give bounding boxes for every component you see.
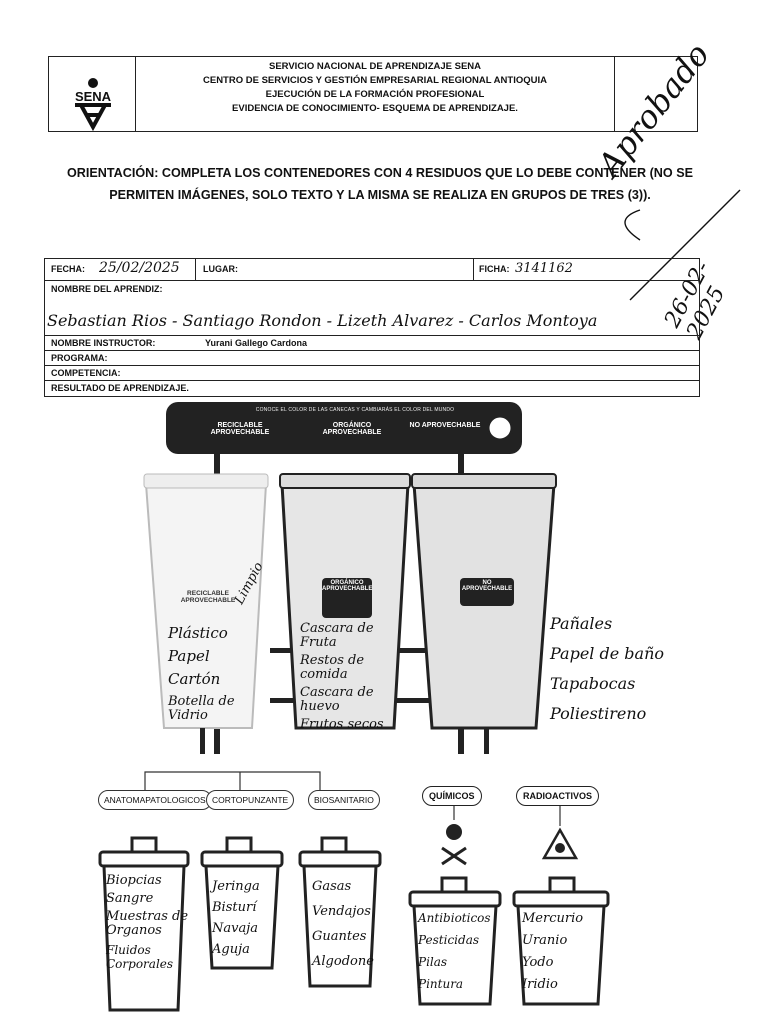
bin-label-organico: ORGÁNICO APROVECHABLE: [322, 580, 373, 592]
bin-label-no-aprovechable: NO APROVECHABLE: [461, 580, 513, 592]
header-line-4: EVIDENCIA DE CONOCIMIENTO- ESQUEMA DE APRENDIZAJE.: [232, 103, 518, 114]
list-item: Uranio: [522, 933, 568, 948]
list-item: Poliestireno: [550, 704, 647, 723]
list-item: Iridio: [522, 977, 558, 992]
header-lines: [135, 60, 615, 116]
instructor-label: NOMBRE INSTRUCTOR:: [51, 338, 156, 348]
reciclable-note: Limpio: [232, 559, 267, 608]
instructor-value: Yurani Gallego Cardona: [205, 338, 308, 348]
resultado-label: RESULTADO DE APRENDIZAJE.: [51, 383, 189, 393]
list-item: Pesticidas: [418, 933, 480, 947]
sena-logo-text: SENA: [74, 89, 112, 104]
form-row-resultado: [45, 381, 699, 396]
sign-top-text: CONOCE EL COLOR DE LAS CANECAS Y CAMBIARÁS EL COLOR DEL MUNDO: [255, 407, 455, 413]
ficha-label: FICHA:: [479, 264, 510, 274]
approval-date: 26-02-2025: [660, 257, 731, 344]
list-item: Cascara de huevo: [300, 685, 374, 714]
sign-label-organico: ORGÁNICO APROVECHABLE: [322, 422, 382, 436]
programa-label: PROGRAMA:: [51, 353, 108, 363]
list-item: Gasas: [312, 879, 352, 894]
list-item: Mercurio: [522, 911, 584, 926]
skull-icon: [442, 824, 466, 864]
list-item: Papel de baño: [550, 644, 665, 663]
list-item: Vendajos: [312, 904, 371, 919]
list-item: Sangre: [106, 891, 154, 906]
list-item: Pintura: [418, 977, 464, 991]
radioactive-icon: [544, 830, 576, 858]
list-item: Guantes: [312, 929, 367, 944]
list-item: Algodone: [312, 954, 374, 969]
form-row-programa: [45, 351, 699, 366]
list-radio: [522, 912, 583, 991]
list-item: Bisturí: [212, 900, 257, 915]
form-row-instructor: [45, 336, 699, 351]
list-item: Biopcias: [106, 873, 162, 888]
list-no-aprovechable: [550, 616, 664, 722]
bin-label-reciclable: RECICLABLE APROVECHABLE: [180, 590, 236, 604]
list-corto: [212, 880, 260, 956]
nombre-aprendiz-label: NOMBRE DEL APRENDIZ:: [51, 284, 163, 294]
category-radioactivos: RADIOACTIVOS: [516, 786, 599, 806]
category-quimicos: QUÍMICOS: [422, 786, 482, 806]
list-item: Jeringa: [212, 879, 260, 894]
list-item: Plástico: [168, 624, 228, 642]
document-header: [48, 56, 698, 132]
fecha-label: FECHA:: [51, 264, 85, 274]
list-item: Fluidos Corporales: [106, 943, 174, 971]
competencia-label: COMPETENCIA:: [51, 368, 121, 378]
list-organico: [300, 622, 400, 732]
list-item: Yodo: [522, 955, 554, 970]
fecha-value: 25/02/2025: [99, 260, 180, 276]
category-anatomapatologicos: ANATOMAPATOLOGICOS: [98, 790, 212, 810]
list-item: Pilas: [418, 955, 448, 969]
sign-label-reciclable: RECICLABLE APROVECHABLE: [210, 422, 270, 436]
student-form: [44, 258, 700, 397]
list-item: Aguja: [212, 942, 250, 957]
list-item: Antibioticos: [418, 911, 491, 925]
list-anatomo: [106, 874, 190, 971]
header-line-3: EJECUCIÓN DE LA FORMACIÓN PROFESIONAL: [265, 89, 485, 100]
form-row-date: [45, 259, 699, 281]
header-line-1: SERVICIO NACIONAL DE APRENDIZAJE SENA: [268, 61, 482, 72]
sign-label-no-aprovechable: NO APROVECHABLE: [409, 422, 481, 429]
list-bio: [312, 880, 374, 968]
list-item: Navaja: [212, 921, 259, 936]
category-cortopunzante: CORTOPUNZANTE: [206, 790, 294, 810]
form-row-competencia: [45, 366, 699, 381]
list-item: Cascara de Fruta: [300, 621, 374, 650]
approval-word: Aprobado: [590, 35, 717, 184]
ficha-value: 3141162: [515, 261, 573, 276]
form-row-names: [45, 281, 699, 336]
list-item: Pañales: [550, 614, 613, 633]
list-item: Restos de comida: [300, 653, 365, 682]
category-biosanitario: BIOSANITARIO: [308, 790, 380, 810]
list-item: Frutos secos: [300, 717, 384, 732]
list-item: Botella de Vidrio: [168, 694, 235, 723]
nombre-aprendiz-value: Sebastian Rios - Santiago Rondon - Lizeth Alvarez - Carlos Montoya: [47, 311, 598, 330]
list-reciclable: [168, 626, 258, 723]
sena-logo: [49, 57, 136, 131]
list-item: Cartón: [168, 670, 221, 688]
list-item: Muestras de Organos: [106, 909, 189, 938]
header-line-2: CENTRO DE SERVICIOS Y GESTIÓN EMPRESARIAL REGIONAL ANTIOQUIA: [203, 75, 547, 86]
orientation-text: ORIENTACIÓN: COMPLETA LOS CONTENEDORES CON 4 RESIDUOS QUE LO DEBE CONTENER (NO SE PERMITEN IMÁGENES, SOLO TEXTO Y LA MISMA SE REALIZA EN GRUPOS DE TRES (3)).: [67, 166, 693, 202]
list-item: Papel: [168, 647, 210, 665]
list-quimicos: [418, 912, 491, 990]
list-item: Tapabocas: [550, 674, 636, 693]
lugar-label: LUGAR:: [203, 264, 238, 274]
